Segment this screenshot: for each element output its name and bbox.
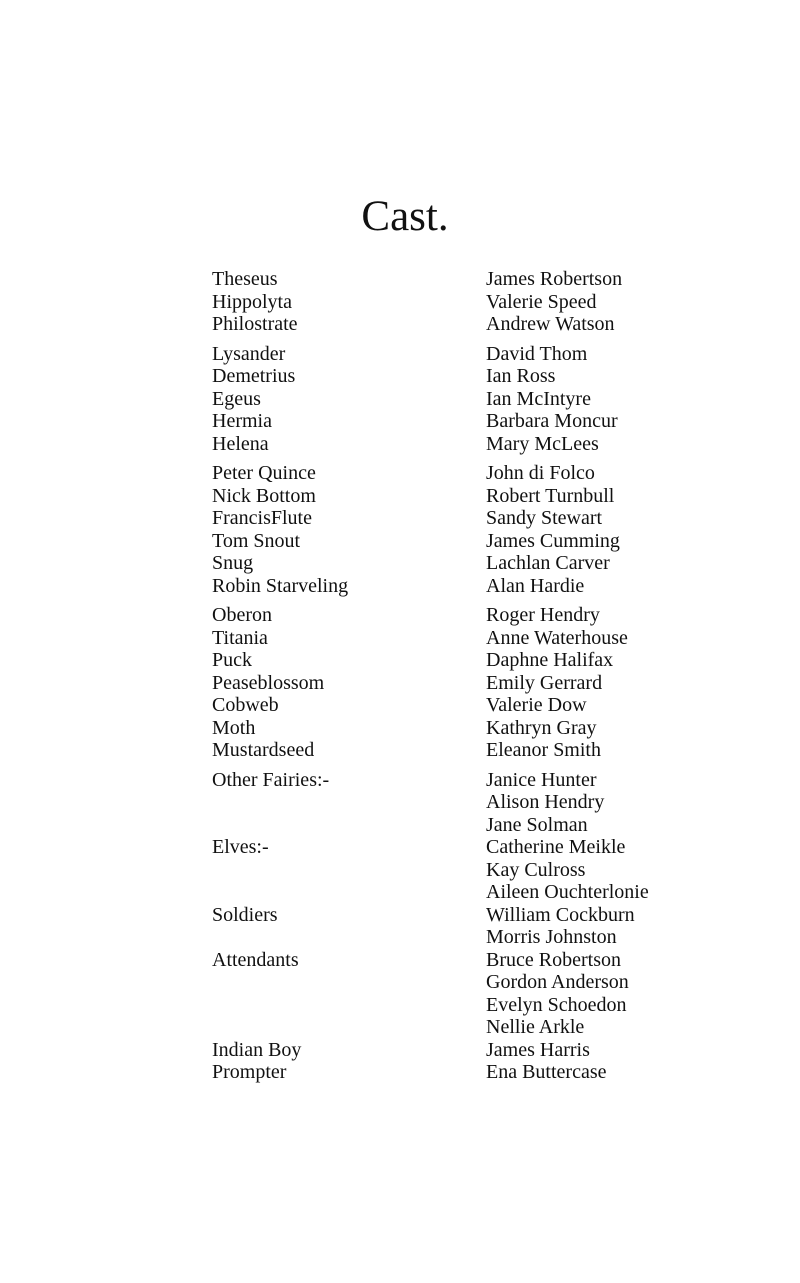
- cast-actor: Valerie Speed: [486, 290, 597, 313]
- cast-role: Oberon: [212, 604, 272, 626]
- cast-actor: James Robertson: [486, 268, 623, 290]
- cast-role: Theseus: [212, 268, 278, 290]
- cast-role: Nick Bottom: [212, 484, 316, 507]
- cast-actor: Ian Ross: [486, 365, 556, 387]
- page-title: Cast.: [361, 193, 449, 240]
- cast-actor: Kathryn Gray: [486, 716, 597, 739]
- cast-role: Egeus: [212, 387, 261, 410]
- cast-actor: Barbara Moncur: [486, 410, 618, 432]
- cast-actor: Kay Culross: [486, 858, 586, 881]
- cast-actor: Roger Hendry: [486, 604, 600, 626]
- cast-actor: William Cockburn: [486, 903, 635, 926]
- cast-role: FrancisFlute: [212, 507, 312, 529]
- cast-role: Mustardseed: [212, 739, 315, 761]
- cast-role: Snug: [212, 552, 254, 574]
- cast-role: Demetrius: [212, 365, 296, 387]
- cast-role: Peaseblossom: [212, 671, 325, 694]
- cast-role: Prompter: [212, 1061, 287, 1083]
- cast-actor: Janice Hunter: [486, 768, 597, 791]
- cast-role: Helena: [212, 432, 269, 455]
- cast-role: Tom Snout: [212, 529, 301, 552]
- cast-role: Elves:-: [212, 836, 269, 858]
- cast-role: Hermia: [212, 410, 272, 432]
- cast-actor: Aileen Ouchterlonie: [486, 881, 649, 903]
- cast-actor: Anne Waterhouse: [486, 626, 628, 649]
- cast-actor: Jane Solman: [486, 813, 588, 836]
- cast-role: Cobweb: [212, 694, 279, 716]
- cast-role: Robin Starveling: [212, 574, 349, 597]
- cast-actor: Gordon Anderson: [486, 971, 629, 993]
- cast-actor: Catherine Meikle: [486, 836, 626, 858]
- cast-role: Lysander: [212, 342, 286, 365]
- cast-actor: James Harris: [486, 1038, 590, 1061]
- cast-role: Attendants: [212, 948, 299, 971]
- cast-actor: Morris Johnston: [486, 926, 617, 948]
- cast-actor: Sandy Stewart: [486, 507, 603, 529]
- cast-actor: John di Folco: [486, 462, 595, 484]
- cast-actor: Eleanor Smith: [486, 739, 601, 761]
- cast-role: Philostrate: [212, 313, 298, 335]
- cast-actor: Robert Turnbull: [486, 484, 615, 507]
- cast-role: Puck: [212, 649, 252, 671]
- cast-role: Soldiers: [212, 903, 278, 926]
- cast-actor: James Cumming: [486, 529, 620, 552]
- cast-actor: Ian McIntyre: [486, 387, 591, 410]
- cast-actor: Nellie Arkle: [486, 1016, 585, 1038]
- cast-role: Hippolyta: [212, 290, 292, 313]
- cast-role: Other Fairies:-: [212, 768, 330, 791]
- cast-actor: Emily Gerrard: [486, 671, 603, 694]
- cast-role: Moth: [212, 716, 256, 739]
- cast-role: Peter Quince: [212, 462, 316, 484]
- cast-actor: Daphne Halifax: [486, 649, 614, 671]
- cast-actor: Valerie Dow: [486, 694, 587, 716]
- cast-role: Titania: [212, 626, 268, 649]
- cast-actor: Bruce Robertson: [486, 948, 621, 971]
- cast-role: Indian Boy: [212, 1038, 302, 1061]
- cast-actor: Alison Hendry: [486, 791, 605, 813]
- cast-actor: Alan Hardie: [486, 574, 585, 597]
- cast-actor: Mary McLees: [486, 432, 599, 455]
- cast-actor: Lachlan Carver: [486, 552, 610, 574]
- cast-actor: Andrew Watson: [486, 313, 615, 335]
- cast-actor: David Thom: [486, 342, 588, 365]
- cast-actor: Evelyn Schoedon: [486, 993, 627, 1016]
- cast-actor: Ena Buttercase: [486, 1061, 607, 1083]
